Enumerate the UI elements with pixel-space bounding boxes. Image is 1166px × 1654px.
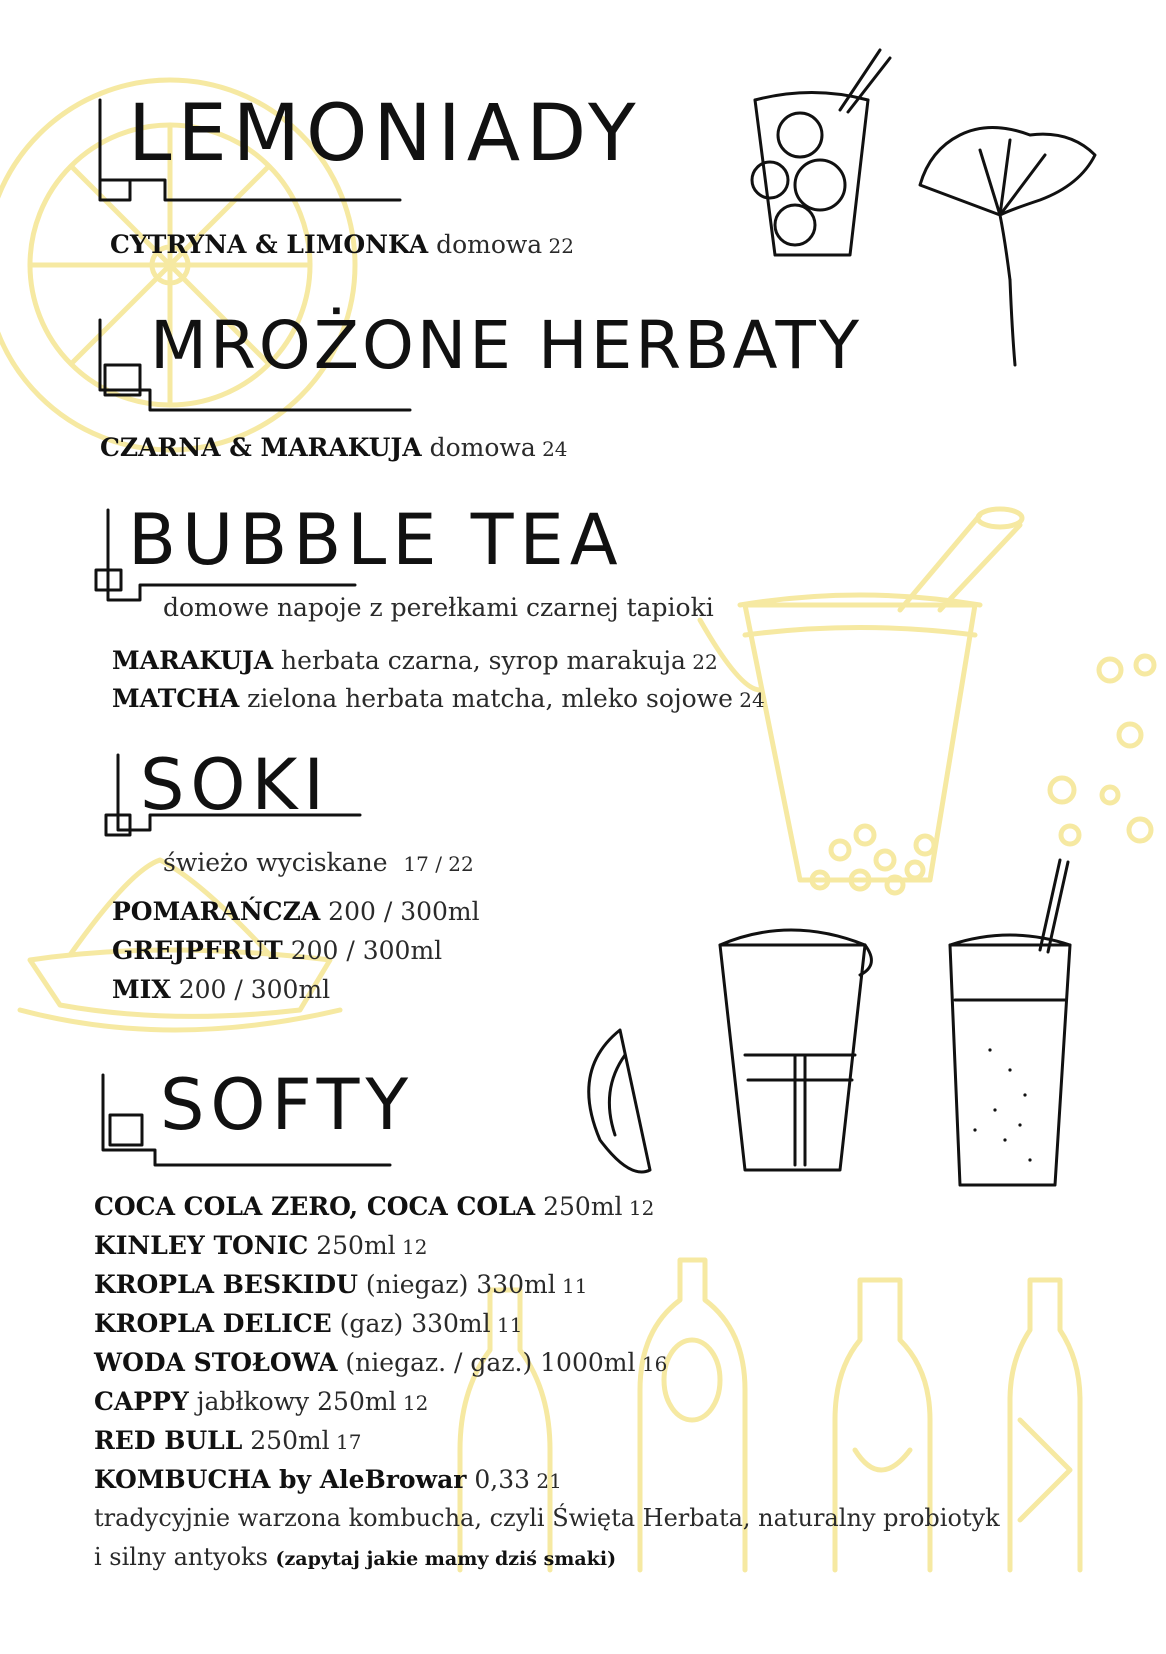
- note-text: i silny antyoks: [94, 1543, 276, 1571]
- item-desc: 200 / 300ml: [320, 897, 480, 926]
- menu-item: [100, 433, 568, 463]
- item-name: WODA STOŁOWA: [94, 1348, 338, 1377]
- item-desc: jabłkowy 250ml: [188, 1387, 397, 1416]
- menu-item: [94, 1231, 427, 1261]
- note-bold: (zapytaj jakie mamy dziś smaki): [275, 1548, 617, 1570]
- section-subtitle: domowe napoje z perełkami czarnej tapioki: [163, 593, 714, 622]
- kombucha-note: tradycyjnie warzona kombucha, czyli Święta Herbata, naturalny probiotyk: [94, 1504, 1000, 1532]
- menu-item: [94, 1465, 562, 1495]
- item-desc: 250ml: [242, 1426, 330, 1455]
- menu-item: [94, 1426, 362, 1456]
- item-name: CAPPY: [94, 1387, 189, 1416]
- item-name: KINLEY TONIC: [94, 1231, 309, 1260]
- item-desc: 200 / 300ml: [170, 975, 331, 1004]
- item-price: 22: [685, 650, 718, 674]
- item-price: 12: [396, 1391, 429, 1415]
- item-price: 11: [555, 1274, 588, 1298]
- glass-with-straw-icon: [950, 860, 1070, 1185]
- heading-mrozone-herbaty: MROŻONE HERBATY: [150, 307, 863, 384]
- section-subtitle: [163, 848, 474, 878]
- menu-item: [94, 1270, 588, 1300]
- item-name: MIX: [112, 975, 171, 1004]
- item-name: COCA COLA ZERO, COCA COLA: [94, 1192, 536, 1221]
- menu-item: [112, 646, 718, 676]
- item-desc: 250ml: [308, 1231, 396, 1260]
- heading-lemoniady: LEMONIADY: [128, 89, 642, 179]
- item-name: KROPLA DELICE: [94, 1309, 332, 1338]
- item-name: KOMBUCHA by AleBrowar: [94, 1465, 467, 1494]
- item-name: MATCHA: [112, 684, 240, 713]
- kombucha-note-2: [94, 1543, 616, 1572]
- item-desc: (niegaz. / gaz.) 1000ml: [337, 1348, 636, 1377]
- menu-item: [112, 936, 442, 966]
- item-name: CYTRYNA & LIMONKA: [110, 230, 429, 259]
- heading-soki: SOKI: [140, 744, 331, 826]
- menu-item: [112, 897, 480, 927]
- item-price: 22: [542, 234, 574, 258]
- menu-item: [94, 1387, 428, 1417]
- menu-item: [112, 975, 330, 1005]
- item-price: 12: [395, 1235, 428, 1259]
- item-desc: domowa: [428, 230, 543, 259]
- item-name: KROPLA BESKIDU: [94, 1270, 358, 1299]
- item-name: CZARNA & MARAKUJA: [100, 433, 422, 462]
- item-price: 21: [530, 1469, 562, 1493]
- glass-with-lemons-icon: [752, 50, 890, 255]
- orange-slice-icon: [589, 1030, 650, 1172]
- item-name: GREJPFRUT: [112, 936, 283, 965]
- item-name: MARAKUJA: [112, 646, 274, 675]
- menu-item: [110, 230, 574, 260]
- item-price: 16: [635, 1352, 668, 1376]
- menu-item: [94, 1348, 667, 1378]
- item-desc: (niegaz) 330ml: [357, 1270, 556, 1299]
- item-desc: zielona herbata matcha, mleko sojowe: [239, 684, 733, 713]
- menu-item: [94, 1192, 654, 1222]
- item-price: 12: [622, 1196, 655, 1220]
- ginkgo-leaf-icon: [920, 128, 1095, 366]
- item-desc: domowa: [421, 433, 536, 462]
- item-price: 24: [732, 688, 765, 712]
- item-desc: (gaz) 330ml: [331, 1309, 491, 1338]
- menu-item: [94, 1309, 522, 1339]
- item-desc: 0,33: [466, 1465, 531, 1494]
- subtitle-text: świeżo wyciskane: [163, 848, 388, 877]
- subtitle-price: 17 / 22: [403, 852, 474, 876]
- cup-icon: [720, 930, 871, 1170]
- item-desc: herbata czarna, syrop marakuja: [273, 646, 686, 675]
- item-name: POMARAŃCZA: [112, 897, 321, 926]
- heading-softy: SOFTY: [160, 1064, 415, 1146]
- item-price: 17: [329, 1430, 362, 1454]
- item-desc: 250ml: [535, 1192, 623, 1221]
- heading-bubble-tea: BUBBLE TEA: [128, 499, 624, 581]
- item-price: 11: [490, 1313, 523, 1337]
- item-price: 24: [535, 437, 568, 461]
- item-desc: 200 / 300ml: [282, 936, 443, 965]
- menu-item: [112, 684, 765, 714]
- item-name: RED BULL: [94, 1426, 243, 1455]
